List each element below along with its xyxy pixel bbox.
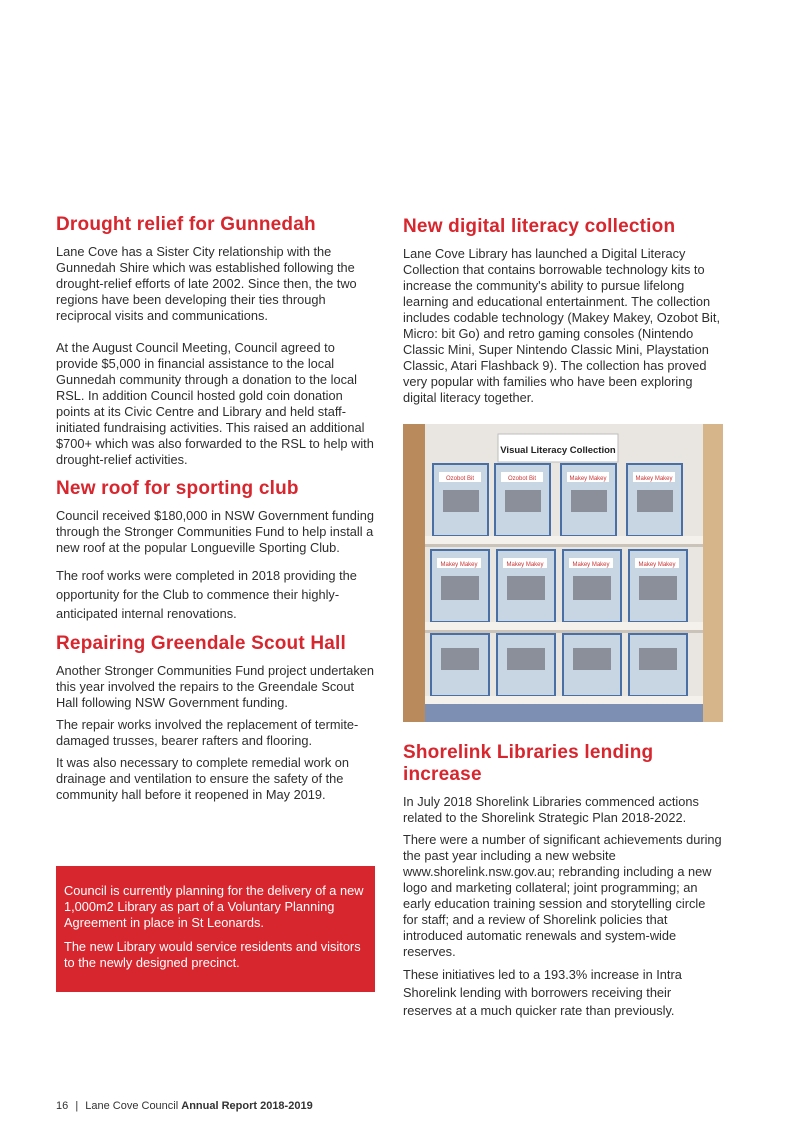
shorelink-paragraph-2: There were a number of significant achievements during the past year including a new website www.shorelink.nsw.gov.au; rebranding including a new logo and marketing collateral; joint programming; an early education training session and storytelling circle for staff; and a review of Shorelink policies that introduced automatic renewals and system-wide reserves. — [403, 832, 722, 959]
kit-label: Ozobot Bit — [445, 476, 475, 482]
roof-paragraph-2: The roof works were completed in 2018 providing the opportunity for the Club to commence their highly-anticipated internal renovations. — [56, 568, 357, 621]
digital-paragraph-1: Lane Cove Library has launched a Digital Literacy Collection that contains borrowable technology kits to increase the community's ability to pursue lifelong learning and educational entertainment. The collection includes codable technology (Makey Makey, Ozobot Bit, Micro: bit Go) and retro gaming consoles (Nintendo Classic Mini, Super Nintendo Classic Mini, Playstation Classic, Atari Flashback 9). The collection has proved very popular with families who have been exploring digital literacy together. — [403, 246, 721, 405]
roof-heading: New roof for sporting club — [56, 478, 299, 499]
callout-paragraph-2: The new Library would service residents and visitors to the newly designed precinct. — [64, 939, 361, 970]
library-shelf-photo — [403, 424, 723, 722]
scout-paragraph-3: It was also necessary to complete remedial work on drainage and ventilation to ensure the safety of the community hall before it reopened in May 2019. — [56, 755, 350, 802]
shelf-illustration — [403, 424, 723, 722]
shorelink-paragraph-1: In July 2018 Shorelink Libraries commenced actions related to the Shorelink Strategic Plan 2018-2022. — [403, 794, 699, 825]
callout-paragraph-1: Council is currently planning for the delivery of a new 1,000m2 Library as part of a Voluntary Planning Agreement in place in St Leonards. — [64, 883, 364, 930]
roof-paragraph-1: Council received $180,000 in NSW Government funding through the Stronger Communities Fund to help install a new roof at the popular Longueville Sporting Club. — [56, 508, 374, 555]
footer-separator: | — [75, 1100, 79, 1112]
kit-label: Makey Makey — [638, 562, 676, 568]
page-number: 16 — [56, 1100, 69, 1112]
kit-label: Makey Makey — [635, 476, 673, 482]
scout-paragraph-1: Another Stronger Communities Fund project undertaken this year involved the repairs to the Greendale Scout Hall following NSW Government funding. — [56, 663, 374, 710]
kit-label: Makey Makey — [569, 476, 607, 482]
drought-paragraph-2: At the August Council Meeting, Council agreed to provide $5,000 in financial assistance to the local Gunnedah community through a donation to the local RSL. In addition Council hosted gold coin donation points at its Civic Centre and Library and held staff-initiated fundraising activities. This raised an additional $700+ which was also forwarded to the RSL to help with drought-relief activities. — [56, 340, 374, 467]
footer-org: Lane Cove Council — [85, 1100, 179, 1112]
shorelink-paragraph-3: These initiatives led to a 193.3% increase in Intra Shorelink lending with borrowers receiving their reserves at a much quicker rate than previously. — [403, 967, 682, 1018]
digital-heading: New digital literacy collection — [403, 216, 676, 237]
scout-heading: Repairing Greendale Scout Hall — [56, 633, 347, 654]
scout-paragraph-2: The repair works involved the replacement of termite-damaged trusses, bearer rafters and flooring. — [56, 717, 359, 748]
left-column — [56, 214, 376, 803]
right-column — [403, 216, 723, 406]
shorelink-heading: Shorelink Libraries lending increase — [403, 742, 654, 785]
kit-label: Ozobot Bit — [507, 476, 537, 482]
library-callout-box — [56, 866, 375, 992]
drought-heading: Drought relief for Gunnedah — [56, 214, 316, 235]
kit-label: Makey Makey — [572, 562, 610, 568]
kit-label: Makey Makey — [440, 562, 478, 568]
shelf-sign-text: Visual Literacy Collection — [500, 445, 616, 456]
footer-report-title: Annual Report 2018-2019 — [181, 1100, 313, 1112]
drought-paragraph-1: Lane Cove has a Sister City relationship with the Gunnedah Shire which was established following the drought-relief efforts of late 2002. Since then, the two regions have been developing their ties through reciprocal visits and communications. — [56, 244, 357, 323]
kit-label: Makey Makey — [506, 562, 544, 568]
page-footer — [56, 1100, 313, 1112]
shorelink-section — [403, 742, 723, 1020]
